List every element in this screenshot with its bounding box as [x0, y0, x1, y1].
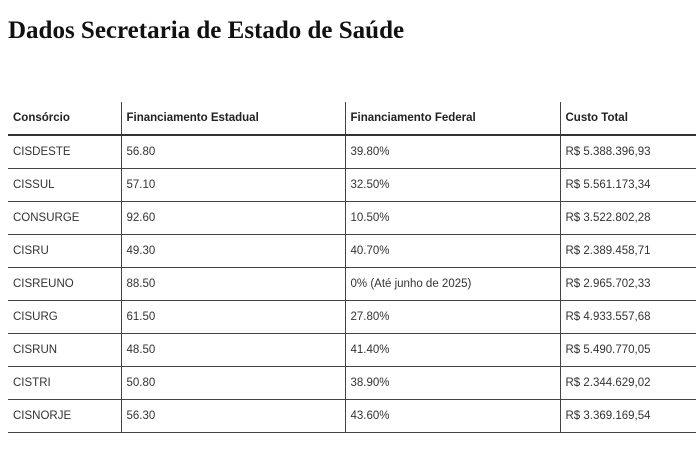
cell-custo-total: R$ 4.933.557,68	[560, 301, 696, 334]
table-row	[8, 169, 696, 202]
table-row	[8, 367, 696, 400]
cell-consorcio: CISRU	[8, 235, 121, 268]
cell-financiamento-federal: 40.70%	[345, 235, 560, 268]
cell-consorcio: CISTRI	[8, 367, 121, 400]
cell-consorcio: CISNORJE	[8, 400, 121, 433]
cell-financiamento-estadual: 57.10	[121, 169, 345, 202]
table-row	[8, 268, 696, 301]
table-row	[8, 235, 696, 268]
cell-financiamento-estadual: 56.80	[121, 135, 345, 169]
table-row	[8, 135, 696, 169]
cell-financiamento-estadual: 50.80	[121, 367, 345, 400]
cell-consorcio: CISURG	[8, 301, 121, 334]
cell-custo-total: R$ 2.389.458,71	[560, 235, 696, 268]
cell-financiamento-estadual: 88.50	[121, 268, 345, 301]
cell-financiamento-estadual: 61.50	[121, 301, 345, 334]
cell-financiamento-federal: 43.60%	[345, 400, 560, 433]
cell-financiamento-federal: 27.80%	[345, 301, 560, 334]
table-row	[8, 301, 696, 334]
cell-custo-total: R$ 2.965.702,33	[560, 268, 696, 301]
header-financiamento-federal: Financiamento Federal	[345, 102, 560, 135]
cell-custo-total: R$ 3.522.802,28	[560, 202, 696, 235]
cell-financiamento-federal: 41.40%	[345, 334, 560, 367]
cell-financiamento-estadual: 49.30	[121, 235, 345, 268]
cell-custo-total: R$ 5.388.396,93	[560, 135, 696, 169]
cell-financiamento-federal: 32.50%	[345, 169, 560, 202]
table-row	[8, 202, 696, 235]
cell-custo-total: R$ 5.561.173,34	[560, 169, 696, 202]
cell-financiamento-federal: 39.80%	[345, 135, 560, 169]
cell-financiamento-federal: 10.50%	[345, 202, 560, 235]
cell-financiamento-estadual: 48.50	[121, 334, 345, 367]
header-financiamento-estadual: Financiamento Estadual	[121, 102, 345, 135]
header-consorcio: Consórcio	[8, 102, 121, 135]
cell-consorcio: CISRUN	[8, 334, 121, 367]
table-header-row	[8, 102, 696, 135]
cell-financiamento-estadual: 92.60	[121, 202, 345, 235]
cell-consorcio: CISDESTE	[8, 135, 121, 169]
cell-financiamento-federal: 0% (Até junho de 2025)	[345, 268, 560, 301]
cell-financiamento-federal: 38.90%	[345, 367, 560, 400]
page-title: Dados Secretaria de Estado de Saúde	[8, 17, 405, 44]
cell-financiamento-estadual: 56.30	[121, 400, 345, 433]
cell-custo-total: R$ 5.490.770,05	[560, 334, 696, 367]
health-data-table	[8, 102, 696, 433]
cell-custo-total: R$ 3.369.169,54	[560, 400, 696, 433]
cell-custo-total: R$ 2.344.629,02	[560, 367, 696, 400]
table-row	[8, 400, 696, 433]
cell-consorcio: CISREUNO	[8, 268, 121, 301]
cell-consorcio: CISSUL	[8, 169, 121, 202]
cell-consorcio: CONSURGE	[8, 202, 121, 235]
header-custo-total: Custo Total	[560, 102, 696, 135]
table-row	[8, 334, 696, 367]
